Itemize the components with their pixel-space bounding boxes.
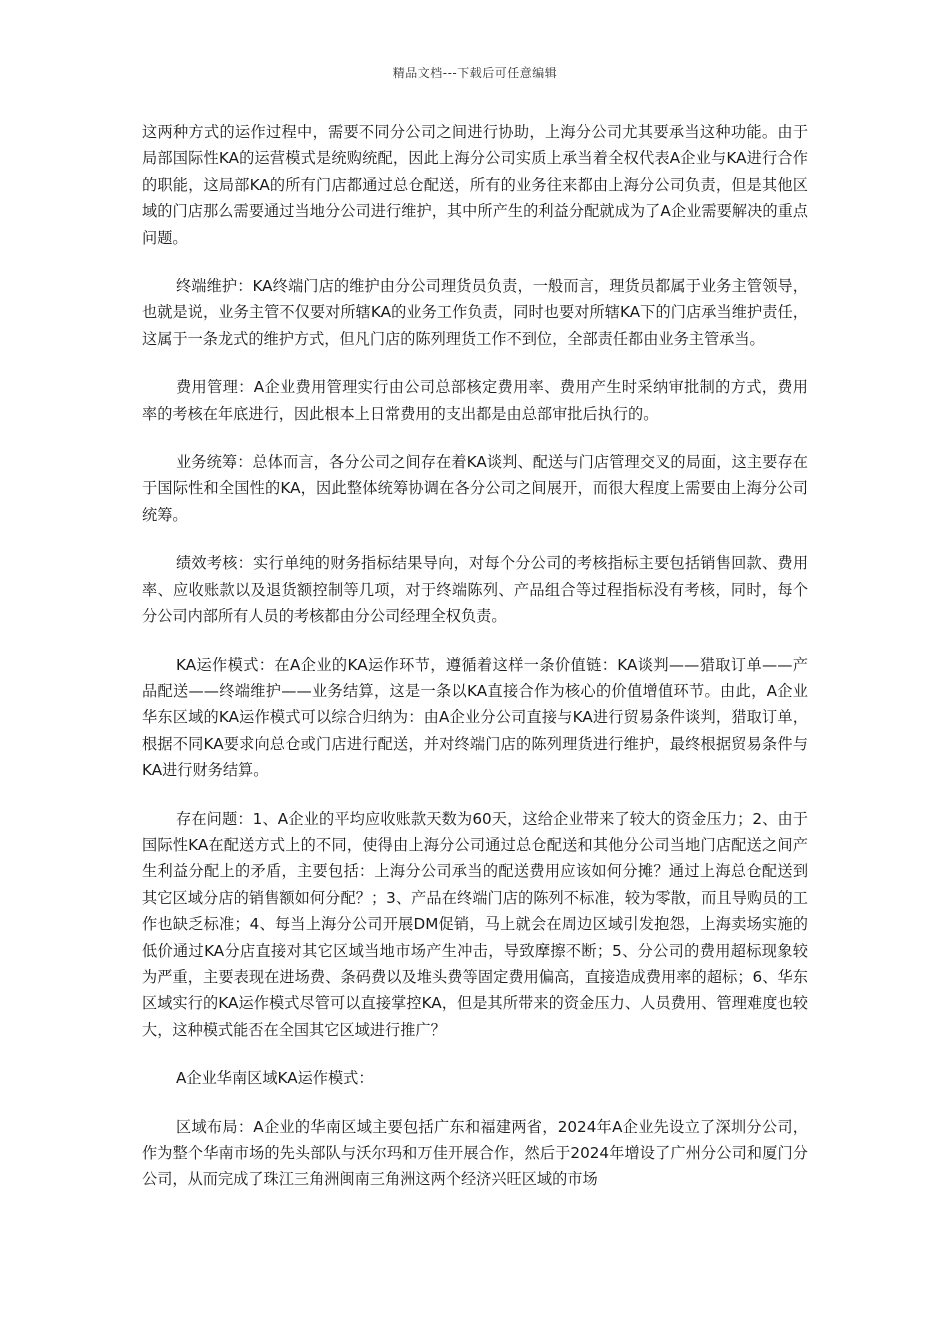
paragraph-cost-management: 费用管理：A企业费用管理实行由公司总部核定费用率、费用产生时采纳审批制的方式，费用率的考核在年底进行，因此根本上日常费用的支出都是由总部审批后执行的。 — [142, 378, 808, 423]
section-heading-south-china: A企业华南区域KA运作模式： — [176, 1069, 374, 1088]
paragraph-terminal-maintenance: 终端维护：KA终端门店的维护由分公司理货员负责，一般而言，理货员都属于业务主管领导，也就是说，业务主管不仅要对所辖KA的业务工作负责，同时也要对所辖KA下的门店承当维护责任，这属于一条龙式的维护方式，但凡门店的陈列理货工作不到位，全部责任都由业务主管承当。 — [142, 277, 808, 348]
paragraph-performance-assessment: 绩效考核：实行单纯的财务指标结果导向，对每个分公司的考核指标主要包括销售回款、费用率、应收账款以及退货额控制等几项，对于终端陈列、产品组合等过程指标没有考核，同时，每个分公司内部所有人员的考核都由分公司经理全权负责。 — [142, 554, 808, 626]
paragraph-continuation: 这两种方式的运作过程中，需要不同分公司之间进行协助，上海分公司尤其要承当这种功能。由于局部国际性KA的运营模式是统购统配，因此上海分公司实质上承当着全权代表A企业与KA进行合作的职能，这局部KA的所有门店都通过总仓配送，所有的业务往来都由上海分公司负责，但是其他区域的门店那么需要通过当地分公司进行维护，其中所产生的利益分配就成为了A企业需要解决的重点问题。 — [142, 123, 808, 247]
paragraph-existing-problems: 存在问题：1、A企业的平均应收账款天数为60天，这给企业带来了较大的资金压力；2、由于国际性KA在配送方式上的不同，使得由上海分公司通过总仓配送和其他分公司当地门店配送之间产生利益分配上的矛盾，主要包括：上海分公司承当的配送费用应该如何分摊？通过上海总仓配送到其它区域分店的销售额如何分配？；3、产品在终端门店的陈列不标准，较为零散，而且导购员的工作也缺乏标准；4、每当上海分公司开展DM促销，马上就会在周边区域引发抱怨，上海卖场实施的低价通过KA分店直接对其它区域当地市场产生冲击，导致摩擦不断；5、分公司的费用超标现象较为严重，主要表现在进场费、条码费以及堆头费等固定费用偏高，直接造成费用率的超标；6、华东区域实行的KA运作模式尽管可以直接掌控KA，但是其所带来的资金压力、人员费用、管理难度也较大，这种模式能否在全国其它区域进行推广？ — [142, 809, 808, 1039]
paragraph-ka-operation-mode: KA运作模式：在A企业的KA运作环节，遵循着这样一条价值链：KA谈判——猎取订单——产品配送——终端维护——业务结算，这是一条以KA直接合作为核心的价值增值环节。由此，A企业华东区域的KA运作模式可以综合归纳为：由A企业分公司直接与KA进行贸易条件谈判，猎取订单，根据不同KA要求向总仓或门店进行配送，并对终端门店的陈列理货进行维护，最终根据贸易条件与KA进行财务结算。 — [142, 655, 808, 780]
paragraph-business-coordination: 业务统筹：总体而言，各分公司之间存在着KA谈判、配送与门店管理交叉的局面，这主要存在于国际性和全国性的KA，因此整体统筹协调在各分公司之间展开，而很大程度上需要由上海分公司统筹。 — [142, 453, 808, 524]
document-body — [142, 119, 808, 1193]
paragraph-regional-layout: 区域布局：A企业的华南区域主要包括广东和福建两省，2024年A企业先设立了深圳分公司，作为整个华南市场的先头部队与沃尔玛和万佳开展合作，然后于2024年增设了广州分公司和厦门分公司，从而完成了珠江三角洲闽南三角洲这两个经济兴旺区域的市场 — [142, 1117, 808, 1189]
page-header: 精品文档---下载后可任意编辑 — [392, 66, 558, 80]
